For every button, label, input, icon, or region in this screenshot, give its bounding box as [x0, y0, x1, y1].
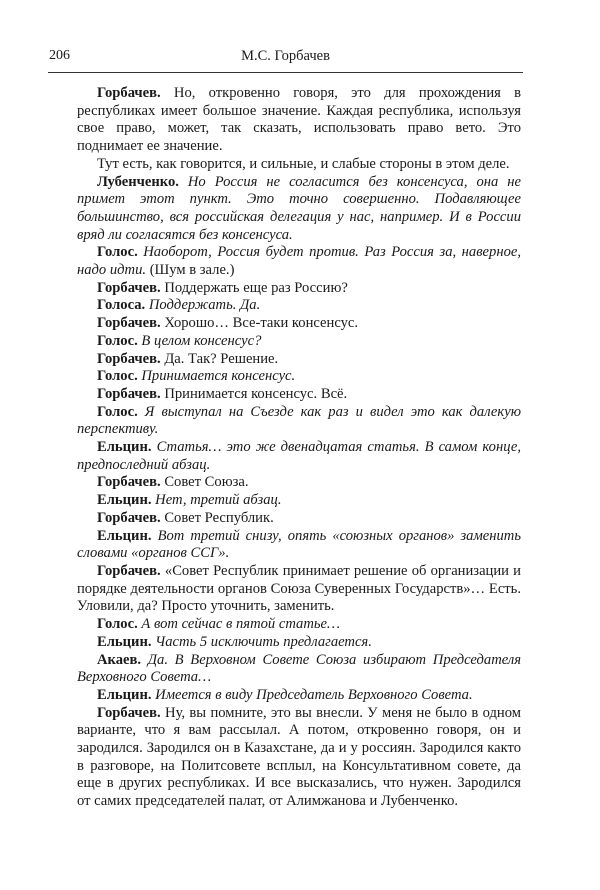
- dialogue-paragraph: [77, 156, 521, 174]
- speaker-name: Ельцин.: [97, 527, 152, 544]
- speech-text: Совет Республик.: [164, 509, 274, 526]
- speaker-name: Голос.: [97, 332, 138, 349]
- dialogue-paragraph: [77, 652, 521, 687]
- speaker-name: Горбачев.: [97, 509, 161, 526]
- running-title: М.С. Горбачев: [241, 48, 330, 64]
- speaker-name: Горбачев.: [97, 704, 161, 721]
- speaker-name: Акаев.: [97, 651, 142, 668]
- speech-text: Хорошо… Все-таки консенсус.: [164, 315, 359, 332]
- dialogue-paragraph: [77, 528, 521, 563]
- dialogue-paragraph: [77, 351, 521, 369]
- running-header: [48, 46, 523, 73]
- speech-text: Но Россия не согласится без консенсуса, она не примет этот пункт. Это точно совершенно. Подавляющее большинство, вся российская делегация у нас, например. И в России вряд ли согласятся без консенсуса.: [77, 173, 521, 243]
- speaker-name: Ельцин.: [97, 439, 152, 456]
- speech-text: В целом консенсус?: [141, 332, 262, 349]
- dialogue-paragraph: [77, 439, 521, 474]
- speech-text: Поддержать. Да.: [148, 297, 261, 314]
- speech-text: Вот третий снизу, опять «союзных органов» заменить словами «органов ССГ».: [77, 527, 521, 562]
- dialogue-paragraph: [77, 386, 521, 404]
- speech-text: «Совет Республик принимает решение об организации и порядке деятельности органов Союза Суверенных Государств»… Есть. Уловили, да? Просто уточнить, заменить.: [77, 562, 521, 615]
- speech-text: Нет, третий абзац.: [155, 492, 282, 509]
- dialogue-paragraph: [77, 174, 521, 245]
- speaker-name: Горбачев.: [97, 315, 161, 332]
- dialogue-paragraph: [77, 280, 521, 298]
- speech-text: Принимается консенсус.: [141, 368, 296, 385]
- speech-text: Принимается консенсус. Всё.: [164, 385, 348, 402]
- speaker-name: Горбачев.: [97, 385, 161, 402]
- dialogue-paragraph: [77, 687, 521, 705]
- dialogue-paragraph: [77, 85, 521, 156]
- speech-text: Наоборот, Россия будет против. Раз Россия за, наверное, надо идти.: [77, 244, 521, 279]
- speaker-name: Голоса.: [97, 297, 146, 314]
- dialogue-paragraph: [77, 634, 521, 652]
- dialogue-paragraph: [77, 705, 521, 811]
- speech-text: Часть 5 исключить предлагается.: [155, 633, 372, 650]
- speaker-name: Голос.: [97, 403, 138, 420]
- speaker-name: Ельцин.: [97, 492, 152, 509]
- dialogue-paragraph: [77, 315, 521, 333]
- page-number: 206: [49, 48, 70, 63]
- stage-note: (Шум в зале.): [149, 262, 235, 279]
- speaker-name: Ельцин.: [97, 633, 152, 650]
- speech-text: Совет Союза.: [164, 474, 249, 491]
- speech-text: Тут есть, как говорится, и сильные, и слабые стороны в этом деле.: [97, 155, 510, 172]
- speaker-name: Лубенченко.: [97, 173, 179, 190]
- speech-text: Ну, вы помните, это вы внесли. У меня не было в одном варианте, что я вам рассылал. А потом, откровенно говоря, он и зародился. Зародился он в Казахстане, да и у россиян. Зародился както в разговоре, на Политсовете всплыл, на Консультативном совете, да еще в других республиках. И все высказались, что нужен. Зародился от самих председателей палат, от Алимжанова и Лубенченко.: [77, 704, 521, 810]
- dialogue-paragraph: [77, 563, 521, 616]
- speech-text: Я выступал на Съезде как раз и видел это как далекую перспективу.: [77, 403, 521, 438]
- speech-text: Но, откровенно говоря, это для прохождения в республиках имеет большое значение. Каждая республика, используя свое право, может, так сказать, использовать право вето. Это поднимает ее значение.: [77, 85, 521, 155]
- speaker-name: Горбачев.: [97, 474, 161, 491]
- dialogue-paragraph: [77, 616, 521, 634]
- dialogue-paragraph: [77, 297, 521, 315]
- speaker-name: Голос.: [97, 368, 138, 385]
- speech-text: А вот сейчас в пятой статье…: [141, 616, 340, 633]
- speech-text: Имеется в виду Председатель Верховного Совета.: [155, 686, 473, 703]
- speaker-name: Горбачев.: [97, 279, 161, 296]
- speech-text: Да. В Верховном Совете Союза избирают Председателя Верховного Совета…: [77, 651, 521, 686]
- speech-text: Статья… это же двенадцатая статья. В самом конце, предпоследний абзац.: [77, 439, 521, 473]
- page-body: [77, 85, 521, 811]
- dialogue-paragraph: [77, 492, 521, 510]
- speaker-name: Голос.: [97, 616, 138, 633]
- speaker-name: Голос.: [97, 244, 138, 261]
- dialogue-paragraph: [77, 333, 521, 351]
- speaker-name: Горбачев.: [97, 85, 161, 101]
- dialogue-paragraph: [77, 404, 521, 439]
- dialogue-paragraph: [77, 244, 521, 279]
- speech-text: Поддержать еще раз Россию?: [164, 279, 348, 296]
- speaker-name: Ельцин.: [97, 686, 152, 703]
- dialogue-paragraph: [77, 510, 521, 528]
- dialogue-paragraph: [77, 368, 521, 386]
- speaker-name: Горбачев.: [97, 350, 161, 367]
- dialogue-paragraph: [77, 474, 521, 492]
- speech-text: Да. Так? Решение.: [164, 350, 279, 367]
- speaker-name: Горбачев.: [97, 562, 161, 579]
